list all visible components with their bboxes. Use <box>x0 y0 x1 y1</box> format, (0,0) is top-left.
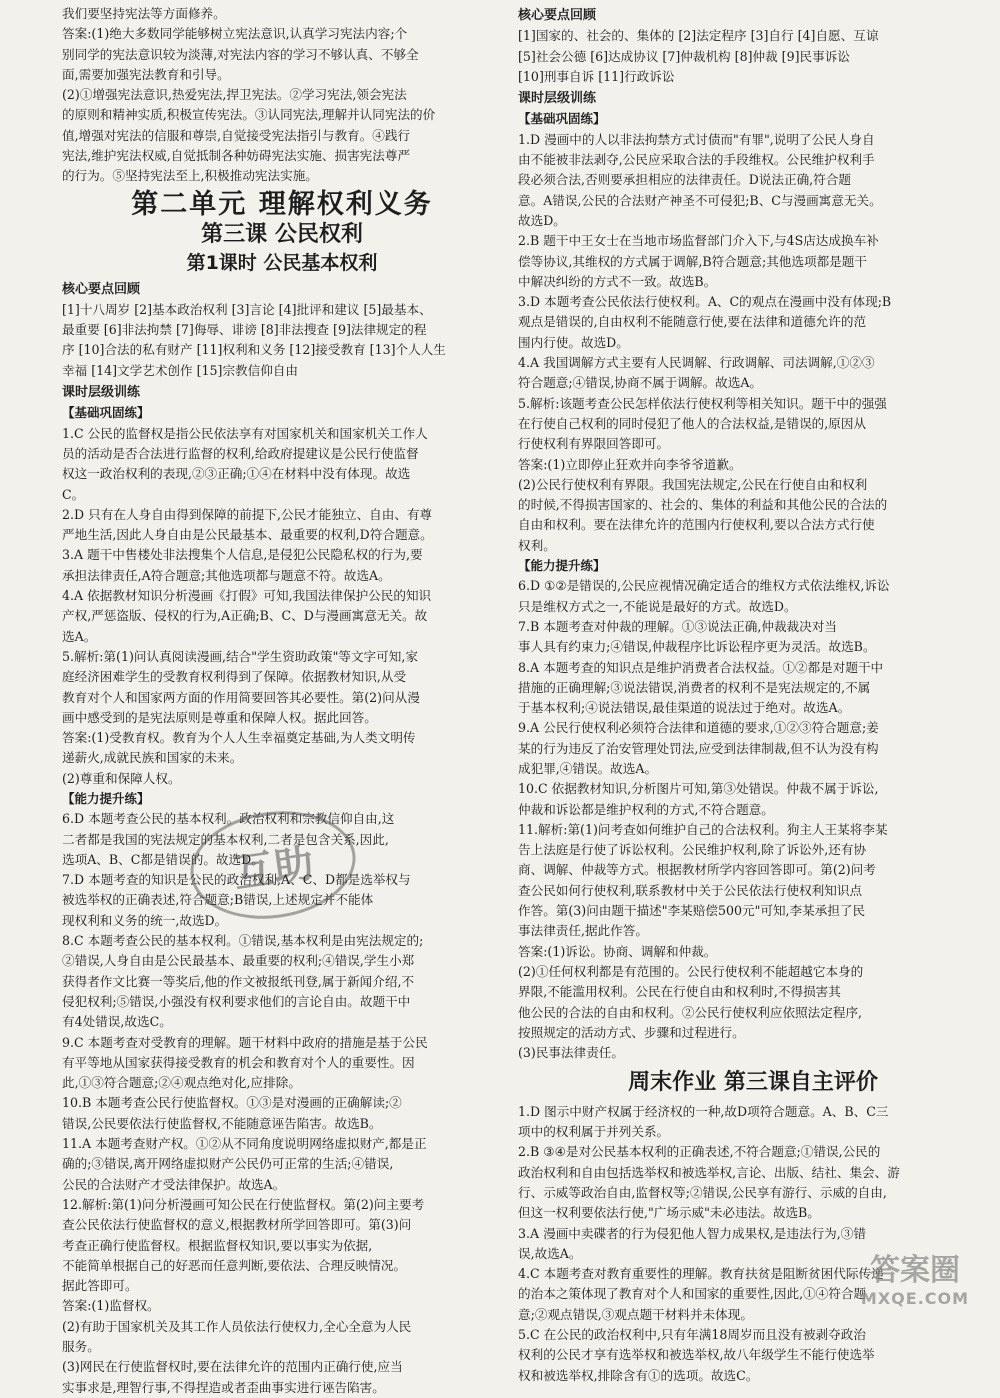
text-line: 观点是错误的,自由权利不能随意行使,要在法律和道德允许的范 <box>518 314 867 330</box>
text-line: 权利的公民才享有选举权和被选举权,故八年级学生不能行使选举 <box>518 1347 875 1363</box>
ability-answers-block-2 <box>518 576 988 1063</box>
text-line: 11.解析:第(1)问考查如何维护自己的合法权利。狗主人王某将李某 <box>518 821 888 837</box>
text-line: (2)①任何权利都是有范围的。公民行使权利不能超越它本身的 <box>518 963 864 979</box>
subsection-basic: 【基础巩固练】 <box>62 405 150 421</box>
text-line: 误,故选A。 <box>518 1245 582 1261</box>
text-line: 5.解析:第(1)问认真阅读漫画,结合"学生资助政策"等文字可知,家 <box>62 648 418 664</box>
section-training: 课时层级训练 <box>62 385 141 401</box>
text-line: 故选D。 <box>518 212 566 228</box>
text-line: 4.C 本题考查对教育重要性的理解。教育扶贫是阻断贫困代际传递 <box>518 1266 884 1282</box>
text-line: 画中感受到的是宪法原则是尊重和保障人权。据此回答。 <box>62 709 377 725</box>
text-line: ②错误,人身自由是公民最基本、最重要的权利;④错误,学生小郑 <box>62 953 415 969</box>
text-line: 权利。 <box>518 537 556 553</box>
text-line: 偿等协议,其维权的方式属于调解,B符合题意;其他选项都是题干 <box>518 253 867 269</box>
text-line: (3)网民在行使监督权时,要在法律允许的范围内正确行使,应当 <box>62 1359 403 1375</box>
text-line: 庭经济困难学生的受教育权利得到了保障。依据教材知识,从受 <box>62 669 407 685</box>
text-line: 答案:(1)立即停止狂欢并向李爷爷道歉。 <box>518 456 742 472</box>
text-line: C。 <box>62 486 85 502</box>
text-line: 3.D 本题考查公民依法行使权利。A、C的观点在漫画中没有体现;B <box>518 294 892 310</box>
text-line: 实事求是,理智行事,不得捏造或者歪曲事实进行诬告陷害。 <box>62 1379 385 1395</box>
text-line: 6.D 本题考查公民的基本权利。政治权利和宗教信仰自由,这 <box>62 811 395 827</box>
text-line: 10.B 本题考查公民行使监督权。①③是对漫画的正确解读;② <box>62 1095 402 1111</box>
top-answer-block <box>62 4 502 187</box>
site-watermark <box>840 1236 990 1316</box>
text-line: 错误,公民要依法行使监督权,不能随意诬告陷害。故选B。 <box>62 1115 382 1131</box>
text-line: [10]刑事自诉 [11]行政诉讼 <box>518 68 675 84</box>
text-line: 7.B 本题考查对仲裁的理解。①③说法正确,仲裁裁决对当 <box>518 618 837 634</box>
text-line: 别同学的宪法意识较为淡薄,对宪法内容的学习不够认真、不够全 <box>62 46 419 62</box>
text-line: 宪法,维护宪法权威,自觉抵制各种妨碍宪法实施、损害宪法尊严 <box>62 148 411 164</box>
text-line: 5.解析:该题考查公民怎样依法行使权利等相关知识。题干中的强强 <box>518 395 887 411</box>
text-line: [1]十八周岁 [2]基本政治权利 [3]言论 [4]批评和建议 [5]最基本、 <box>62 301 432 317</box>
weekend-title: 周末作业 第三课自主评价 <box>628 1070 878 1096</box>
text-line: 1.D 图示中财产权属于经济权的一种,故D项符合题意。A、B、C三 <box>518 1103 889 1119</box>
text-line: (2)公民行使权利有界限。我国宪法规定,公民在行使自由和权利 <box>518 476 868 492</box>
text-line: 选A。 <box>62 628 97 644</box>
text-line: 某的行为违反了治安管理处罚法,应受到法律制裁,但不认为没有构 <box>518 740 879 756</box>
text-line: 权这一政治权利的表现,②③正确;①④在材料中没有体现。故选 <box>62 466 411 482</box>
watermark-logo-text: 答案圈 <box>870 1252 960 1288</box>
text-line: 最重要 [6]非法拘禁 [7]侮辱、诽谤 [8]非法搜查 [9]法律规定的程 <box>62 322 427 338</box>
text-line: 意;②观点错误,③观点题干材料并未体现。 <box>518 1306 753 1322</box>
text-line: 围内行使。故选D。 <box>518 334 629 350</box>
text-line: 据此答即可。 <box>62 1278 138 1294</box>
text-line: 获得者作文比赛一等奖后,他的作文被报纸刊登,属于新闻介绍,不 <box>62 973 415 989</box>
text-line: 产权,严惩盗版、侵权的行为,A正确;B、C、D与漫画寓意无关。故 <box>62 608 428 624</box>
text-line: (2)有助于国家机关及其工作人员依法行使权力,全心全意为人民 <box>62 1318 412 1334</box>
text-line: 他公民的合法的自由和权利。②公民行使权利应依照法定程序, <box>518 1004 863 1020</box>
text-line: 措施的正确理解;③说法错误,消费者的权利不是宪法规定的,不属 <box>518 679 871 695</box>
text-line: 严地生活,因此人身自由是公民最基本、最重要的权利,D符合题意。 <box>62 527 433 543</box>
text-line: 按照规定的活动方式、步骤和过程进行。 <box>518 1024 745 1040</box>
text-line: 成犯罪,④错误。故选A。 <box>518 760 658 776</box>
text-line: 侵犯权利;⑤错误,小强没有权利要求他们的言论自由。故题干中 <box>62 993 411 1009</box>
lesson-title: 第三课 公民权利 <box>201 221 363 247</box>
text-line: 的原则和精神实质,积极宣传宪法。③认同宪法,理解并认同宪法的价 <box>62 107 436 123</box>
left-column <box>62 4 502 1398</box>
text-line: 3.A 题干中售楼处非法搜集个人信息,是侵犯公民隐私权的行为,要 <box>62 547 423 563</box>
subsection-ability: 【能力提升练】 <box>62 790 150 806</box>
text-line: 6.D ①②是错误的,公民应视情况确定适合的维权方式依法维权,诉讼 <box>518 578 890 594</box>
text-line: 现权利和义务的统一,故选D。 <box>62 912 228 928</box>
text-line: (2)尊重和保障人权。 <box>62 770 181 786</box>
text-line: 确的;③错误,离开网络虚拟财产公民仍可正常的生活;④错误, <box>62 1156 394 1172</box>
section-core-review-2: 核心要点回顾 <box>518 8 597 23</box>
text-line: 的治本之策体现了教育对个人和国家的重要性,因此,①④符合题 <box>518 1286 867 1302</box>
text-line: 的时候,不得损害国家的、社会的、集体的利益和其他公民的合法的 <box>518 497 888 513</box>
text-line: 10.C 依据教材知识,分析图片可知,第③处错误。仲裁不属于诉讼, <box>518 781 879 797</box>
text-line: 服务。 <box>62 1339 100 1354</box>
text-line: 有平等地从国家获得接受教育的机会和教育对个人的重要性。因 <box>62 1054 415 1070</box>
text-line: 3.A 漫画中卖碟者的行为侵犯他人智力成果权,是违法行为,③错 <box>518 1225 866 1241</box>
text-line: 公民的合法财产才受法律保护。故选A。 <box>62 1176 286 1192</box>
text-line: 8.A 本题考查的知识点是维护消费者合法权益。①②都是对题干中 <box>518 659 884 675</box>
text-line: 只是维权方式之一,不能说是最好的方式。故选D。 <box>518 598 797 614</box>
text-line: [5]社会公德 [6]达成协议 [7]仲裁机构 [8]仲裁 [9]民事诉讼 <box>518 48 850 64</box>
basic-answers-block <box>62 424 502 789</box>
text-line: 选项A、B、C都是错误的。故选D。 <box>62 851 264 867</box>
text-line: 答案:(1)诉讼。协商、调解和仲裁。 <box>518 943 717 959</box>
text-line: 7.D 本题考查的知识是公民的政治权利,A、C、D都是选举权与 <box>62 872 411 888</box>
text-line: 4.A 我国调解方式主要有人民调解、行政调解、司法调解,①②③ <box>518 355 875 371</box>
text-line: 1.C 公民的监督权是指公民依法享有对国家机关和国家机关工作人 <box>62 425 428 441</box>
text-line: 递薪火,成就民族和国家的未来。 <box>62 750 243 766</box>
text-line: 8.C 本题考查公民的基本权利。①错误,基本权利是由宪法规定的; <box>62 933 424 949</box>
text-line: 由不能被非法剥夺,公民应采取合法的手段维权。公民维护权利手 <box>518 152 875 168</box>
text-line: 答案:(1)绝大多数同学能够树立宪法意识,认真学习宪法内容;个 <box>62 26 408 42</box>
text-line: 答案:(1)受教育权。教育为个人人生幸福奠定基础,为人类文明传 <box>62 730 416 746</box>
text-line: 仲裁和诉讼都是维护权利的方式,不符合题意。 <box>518 801 774 817</box>
text-line: 事人具有约束力;④错误,仲裁程序比诉讼程序更为灵活。故选B。 <box>518 639 876 655</box>
text-line: 于基本权利;④说法错误,最佳渠道的说法过于绝对。故选A。 <box>518 700 851 716</box>
section-training-2: 课时层级训练 <box>518 91 597 107</box>
text-line: (3)民事法律责任。 <box>518 1045 624 1061</box>
text-line: 有4处错误,故选C。 <box>62 1014 172 1030</box>
text-line: 承担法律责任,A符合题意;其他选项都与题意不符。故选A。 <box>62 567 391 583</box>
watermark-url: MXQE.COM <box>860 1288 970 1308</box>
text-line: 教育对个人和国家两方面的作用简要回答其必要性。第(2)问从漫 <box>62 689 420 705</box>
text-line: 11.A 本题考查财产权。①②从不同角度说明网络虚拟财产,都是正 <box>62 1136 427 1152</box>
text-line: 商、调解、仲裁等方式。根据教材所学内容回答即可。第(2)问考 <box>518 862 876 878</box>
subsection-basic-2: 【基础巩固练】 <box>518 111 606 127</box>
right-column <box>518 4 988 1386</box>
subsection-ability-2: 【能力提升练】 <box>518 558 606 574</box>
text-line: 幸福 [14]文学艺术创作 [15]宗教信仰自由 <box>62 362 299 378</box>
text-line: 员的活动是否合法进行监督的权利,给政府提建议是公民行使监督 <box>62 445 419 461</box>
text-line: 符合题意;④错误,协商不属于调解。故选A。 <box>518 375 763 391</box>
text-line: 我们要坚持宪法等方面修养。 <box>62 6 226 21</box>
core-points-block-2 <box>518 26 988 87</box>
text-line: 查公民依法行使监督权的意义,根据教材所学回答即可。第(3)问 <box>62 1217 412 1233</box>
stamp-text: 互助 <box>230 840 317 897</box>
text-line: 行使权利有界限回答即可。 <box>518 436 670 452</box>
text-line: 2.D 只有在人身自由得到保障的前提下,公民才能独立、自由、有尊 <box>62 506 433 522</box>
text-line: 二者都是我国的宪法规定的基本权利,二者是包含关系,因此, <box>62 831 389 847</box>
text-line: 9.C 本题考查对受教育的理解。题干材料中政府的措施是基于公民 <box>62 1034 428 1050</box>
text-line: 界限,不能滥用权利。公民在行使自由和权利时,不得损害其 <box>518 984 841 1000</box>
text-line: 在行使自己权利的同时侵犯了他人的合法权益,是错误的,原因从 <box>518 415 867 431</box>
text-line: 但这一权利要依法行使,"广场示威"未必违法。故选B。 <box>518 1205 820 1221</box>
text-line: 行、示威等政治自由,监督权等;②错误,公民享有游行、示威的自由, <box>518 1184 887 1200</box>
text-line: 作答。第(3)问由题干描述"李某赔偿500元"可知,李某承担了民 <box>518 903 866 919</box>
text-line: 段必须合法,否则要承担相应的法律责任。D说法正确,符合题 <box>518 172 851 188</box>
text-line: 考查正确行使监督权。根据监督权知识,要以事实为依据, <box>62 1237 373 1253</box>
text-line: [1]国家的、社会的、集体的 [2]法定程序 [3]自行 [4]自愿、互谅 <box>518 28 879 44</box>
text-line: 权和被选举权,排除含有①的选项。故选C。 <box>518 1367 759 1383</box>
text-line: (2)①增强宪法意识,热爱宪法,捍卫宪法。②学习宪法,领会宪法 <box>62 87 407 103</box>
text-line: 12.解析:第(1)问分析漫画可知公民在行使监督权。第(2)问主要考 <box>62 1196 425 1212</box>
text-line: 5.C 在公民的政治权利中,只有年满18周岁而且没有被剥夺政治 <box>518 1327 866 1342</box>
text-line: 意。A错误,公民的合法财产神圣不可侵犯;B、C与漫画寓意无关。 <box>518 192 882 208</box>
text-line: 中解决纠纷的方式不一致。故选B。 <box>518 273 717 289</box>
text-line: 查公民如何行使权利,联系教材中关于公民依法行使权利知识点 <box>518 882 863 898</box>
text-line: 面,需要加强宪法教育和引导。 <box>62 66 230 82</box>
text-line: 此,①③符合题意;②④观点绝对化,应排除。 <box>62 1075 301 1091</box>
text-line: 被选举权的正确表述,符合题意;B错误,上述规定并不能体 <box>62 892 374 908</box>
text-line: 值,增强对宪法的信服和尊崇,自觉接受宪法指引与教育。④践行 <box>62 127 411 143</box>
text-line: 9.A 公民行使权利必须符合法律和道德的要求,①②③符合题意;姜 <box>518 720 879 736</box>
basic-answers-block-2 <box>518 130 988 556</box>
text-line: 2.B 题干中王女士在当地市场监督部门介入下,与4S店达成换车补 <box>518 233 879 249</box>
text-line: 的行为。⑤坚持宪法至上,积极推动宪法实施。 <box>62 168 318 184</box>
text-line: 答案:(1)监督权。 <box>62 1298 160 1314</box>
text-line: 告上法庭是行使了诉讼权利。公民维护权利,除了诉讼外,还有协 <box>518 842 867 858</box>
text-line: 4.A 依据教材知识分析漫画《打假》可知,我国法律保护公民的知识 <box>62 588 432 604</box>
text-line: 政治权利和自由包括选举权和被选举权,言论、出版、结社、集会、游 <box>518 1164 900 1180</box>
text-line: 项中的权利属于并列关系。 <box>518 1124 670 1140</box>
text-line: 自由和权利。要在法律允许的范围内行使权利,要以合法方式行使 <box>518 517 875 533</box>
period-title: 第1课时 公民基本权利 <box>186 252 378 275</box>
text-line: 2.B ③④是对公民基本权利的正确表述,不符合题意;①错误,公民的 <box>518 1144 881 1160</box>
unit-title: 第二单元 理解权利义务 <box>131 188 433 220</box>
text-line: 1.D 漫画中的人以非法拘禁方式讨债而"有罪",说明了公民人身自 <box>518 131 875 147</box>
text-line: 不能简单根据自己的好恶而任意判断,要依法、合理反映情况。 <box>62 1257 407 1273</box>
text-line: 事法律责任,据此作答。 <box>518 923 648 939</box>
text-line: 序 [10]合法的私有财产 [11]权利和义务 [12]接受教育 [13]个人人生 <box>62 342 446 358</box>
core-points-block <box>62 300 502 381</box>
section-core-review: 核心要点回顾 <box>62 281 141 297</box>
